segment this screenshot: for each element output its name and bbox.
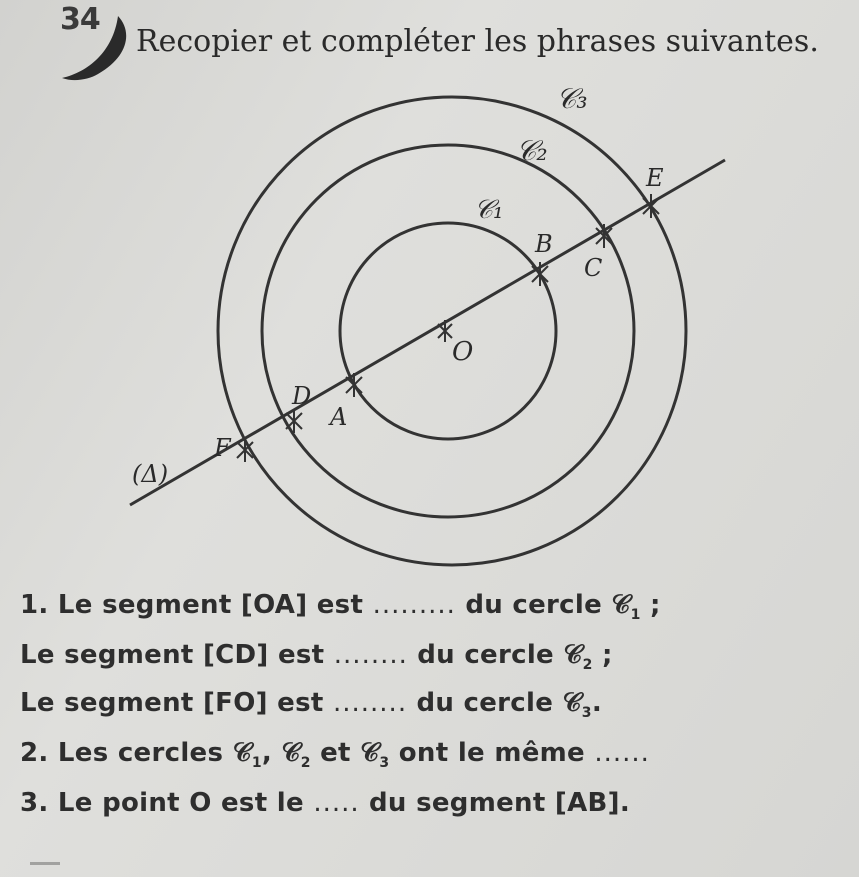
blank-3[interactable]: .....: [313, 788, 360, 818]
exercise-instruction: Recopier et compléter les phrases suivantes.: [136, 24, 819, 59]
label-point-E: E: [646, 164, 664, 192]
sentence-3: 3. Le point O est le ..... du segment [AB].: [20, 788, 630, 818]
label-point-O: O: [452, 337, 474, 367]
exercise-number: 34: [60, 2, 100, 37]
sentence-1b: Le segment [CD] est ........ du cercle 𝒞$_2$ ;: [20, 640, 613, 673]
sentence-1c: Le segment [FO] est ........ du cercle 𝒞$_3$.: [20, 688, 602, 721]
label-point-D: D: [292, 382, 312, 410]
label-c3: 𝒞₃: [556, 82, 588, 115]
label-point-F: F: [214, 434, 231, 462]
circle-c3: [218, 97, 686, 565]
label-c2: 𝒞₂: [516, 134, 548, 167]
sentence-1a: 1. Le segment [OA] est ......... du cercle 𝒞$_1$ ;: [20, 590, 661, 623]
label-point-B: B: [535, 230, 553, 258]
point-O-cross: [438, 320, 452, 342]
blank-2[interactable]: ......: [594, 738, 650, 768]
label-point-A: A: [330, 403, 348, 431]
label-point-C: C: [584, 254, 603, 282]
circle-c2: [262, 145, 634, 517]
sentence-2: 2. Les cercles 𝒞$_1$, 𝒞$_2$ et 𝒞$_3$ ont le même ......: [20, 738, 650, 771]
blank-1b[interactable]: ........: [333, 640, 408, 670]
blank-1a[interactable]: .........: [372, 590, 456, 620]
blank-1c[interactable]: ........: [332, 688, 408, 718]
label-line-delta: (Δ): [132, 460, 169, 488]
page-edge-mark: [30, 862, 60, 865]
label-c1: 𝒞₁: [474, 195, 504, 225]
circle-c1: [340, 223, 556, 439]
